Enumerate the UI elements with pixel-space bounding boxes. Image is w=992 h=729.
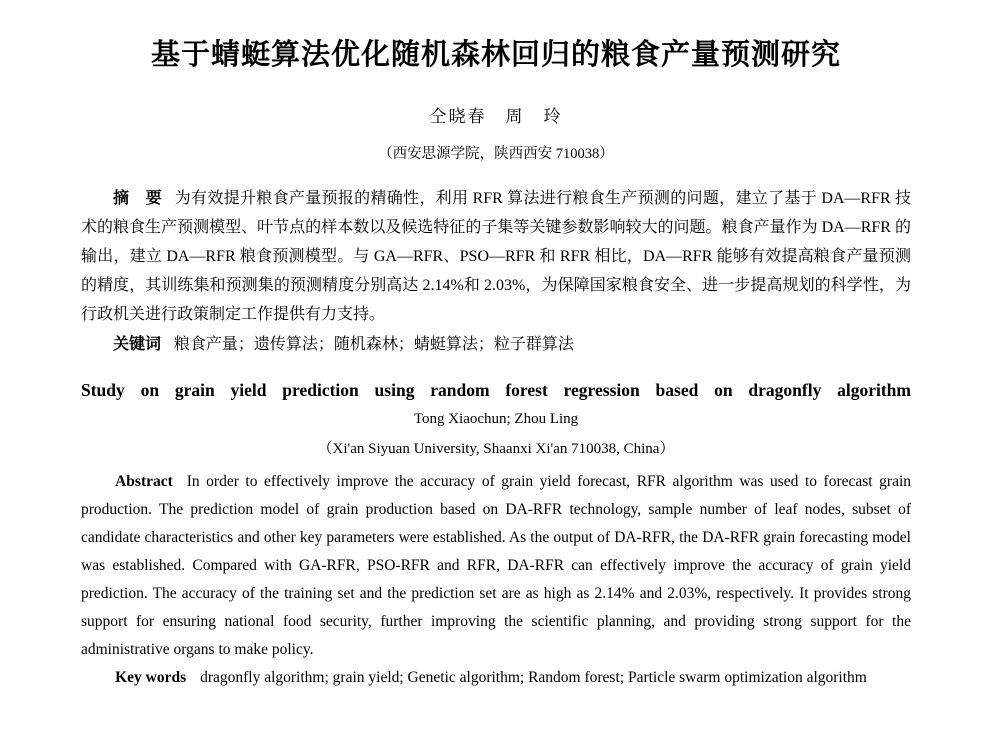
abstract-section-english — [81, 468, 911, 692]
abstract-paragraph-english — [81, 468, 911, 664]
keywords-paragraph-chinese — [81, 329, 911, 359]
authors-english: Tong Xiaochun; Zhou Ling — [413, 411, 579, 427]
keywords-text-english: dragonfly algorithm; grain yield; Genetic algorithm; Random forest; Particle swarm optimization algorithm — [200, 669, 867, 686]
abstract-text-english: In order to effectively improve the accuracy of grain yield forecast, RFR algorithm was used to forecast grain production. The prediction model of grain production based on DA-RFR technology, sample number of leaf nodes, subset of candidate characteristics and other key parameters were established. As the output of DA-RFR, the DA-RFR grain forecasting model was established. Compared with GA-RFR, PSO-RFR and RFR, DA-RFR can effectively improve the accuracy of grain yield prediction. The accuracy of the training set and the prediction set are as high as 2.14% and 2.03%, respectively. It provides strong support for ensuring national food security, further improving the scientific planning, and providing strong support for the administrative organs to make policy. — [81, 473, 911, 658]
abstract-text-chinese: 为有效提升粮食产量预报的精确性，利用 RFR 算法进行粮食生产预测的问题，建立了基于 DA—RFR 技术的粮食生产预测模型、叶节点的样本数以及候选特征的子集等关键参数影响较大的问题。粮食产量作为 DA—RFR 的输出，建立 DA—RFR 粮食预测模型。与 GA—RFR、PSO—RFR 和 RFR 相比，DA—RFR 能够有效提高粮食产量预测的精度，其训练集和预测集的预测精度分别高达 2.14%和 2.03%，为保障国家粮食安全、进一步提高规划的科学性，为行政机关进行政策制定工作提供有力支持。 — [81, 190, 911, 324]
paper-title-english: Study on grain yield prediction using random forest regression based on dragonfly algorithm — [81, 380, 911, 401]
authors-chinese: 仝晓春 周 玲 — [429, 107, 563, 127]
abstract-label-english: Abstract — [115, 473, 173, 490]
affiliation-chinese: （西安思源学院，陕西西安 710038） — [378, 146, 614, 163]
affiliation-english: （Xi'an Siyuan University, Shaanxi Xi'an 710038, China） — [317, 441, 675, 457]
keywords-label-chinese: 关键词 — [113, 334, 162, 354]
abstract-paragraph-chinese — [81, 183, 911, 329]
abstract-section-chinese — [81, 183, 911, 359]
keywords-paragraph-english — [81, 664, 911, 692]
paper-title-chinese: 基于蜻蜓算法优化随机森林回归的粮食产量预测研究 — [150, 37, 841, 71]
keywords-text-chinese: 粮食产量；遗传算法；随机森林；蜻蜓算法；粒子群算法 — [173, 336, 574, 354]
keywords-label-english: Key words — [115, 669, 187, 686]
abstract-label-chinese: 摘 要 — [113, 188, 162, 208]
